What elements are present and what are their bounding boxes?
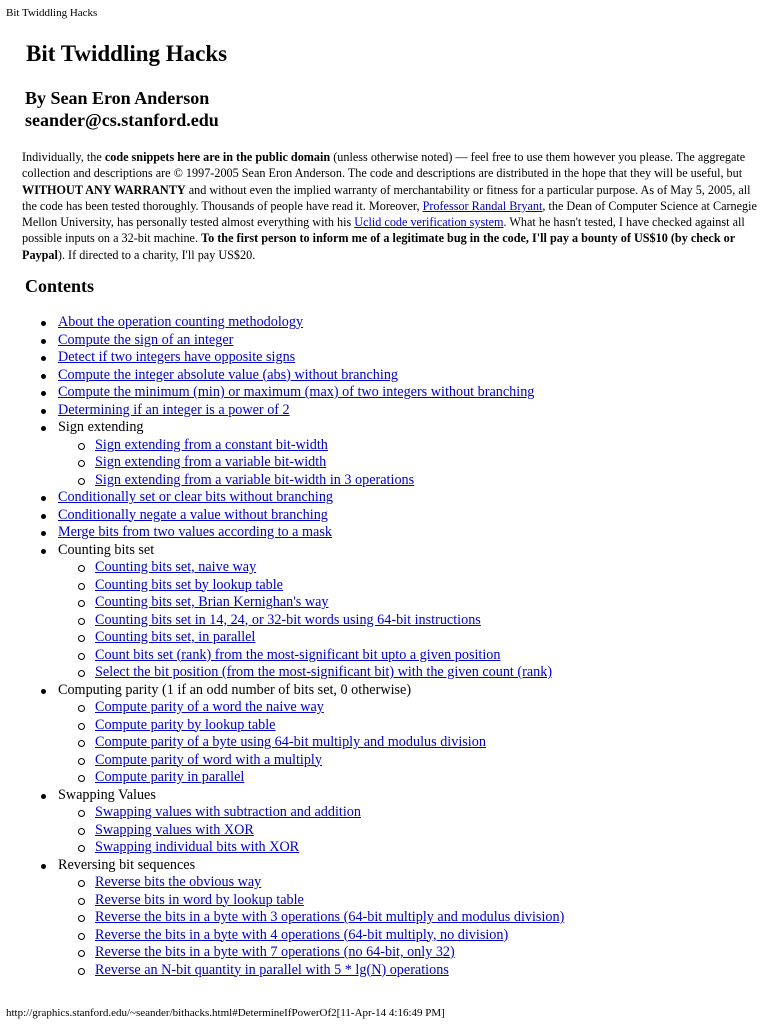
toc-item bbox=[0, 384, 768, 402]
toc-subitem bbox=[0, 472, 768, 490]
intro-text: . What he hasn't tested, I have checked against all possible inputs on a 32-bit machine. bbox=[22, 215, 745, 246]
toc-item bbox=[0, 314, 768, 332]
toc-link[interactable]: Count bits set (rank) from the most-significant bit upto a given position bbox=[95, 646, 501, 663]
toc-link[interactable]: Reverse bits in word by lookup table bbox=[95, 891, 304, 908]
toc-link[interactable]: Swapping values with subtraction and addition bbox=[95, 804, 361, 820]
toc-link[interactable]: Counting bits set in 14, 24, or 32-bit words using 64-bit instructions bbox=[95, 611, 481, 628]
toc-link[interactable]: Reverse the bits in a byte with 7 operations (no 64-bit, only 32) bbox=[95, 944, 455, 960]
toc-link[interactable]: Compute the minimum (min) or maximum (max) of two integers without branching bbox=[58, 384, 535, 400]
toc-subitem bbox=[0, 699, 768, 717]
toc-link[interactable]: Counting bits set, naive way bbox=[95, 559, 257, 575]
toc-link[interactable]: Reverse the bits in a byte with 4 operations (64-bit multiply, no division) bbox=[95, 926, 509, 943]
toc-item bbox=[0, 682, 768, 700]
toc-item bbox=[0, 332, 768, 350]
toc-subitem bbox=[0, 437, 768, 455]
toc-link[interactable]: Conditionally set or clear bits without branching bbox=[58, 489, 334, 505]
toc-section-label: Swapping Values bbox=[58, 786, 156, 803]
toc-subitem bbox=[0, 874, 768, 892]
toc-link[interactable]: Merge bits from two values according to a mask bbox=[58, 524, 332, 540]
toc-subitem bbox=[0, 717, 768, 735]
toc-link[interactable]: Detect if two integers have opposite signs bbox=[58, 349, 296, 365]
toc-item bbox=[0, 542, 768, 560]
toc-item bbox=[0, 524, 768, 542]
print-footer-url: http://graphics.stanford.edu/~seander/bithacks.html#DetermineIfPowerOf2[11-Apr-14 4:16:49 PM] bbox=[6, 1007, 445, 1019]
toc-subitem bbox=[0, 962, 768, 980]
toc-link[interactable]: Compute the integer absolute value (abs) without branching bbox=[58, 366, 399, 383]
toc-item bbox=[0, 419, 768, 437]
toc-subitem bbox=[0, 454, 768, 472]
toc-link[interactable]: Swapping individual bits with XOR bbox=[95, 839, 300, 855]
toc-subitem bbox=[0, 752, 768, 770]
toc-item bbox=[0, 857, 768, 875]
toc-link[interactable]: Conditionally negate a value without branching bbox=[58, 506, 328, 523]
toc-section-label: Counting bits set bbox=[58, 541, 155, 558]
intro-bold-warranty: WITHOUT ANY WARRANTY bbox=[22, 182, 186, 197]
toc-subitem bbox=[0, 769, 768, 787]
toc-subitem bbox=[0, 647, 768, 665]
toc-subitem bbox=[0, 822, 768, 840]
toc-link[interactable]: Sign extending from a constant bit-width bbox=[95, 436, 328, 453]
toc-link[interactable]: Determining if an integer is a power of 2 bbox=[58, 401, 290, 418]
intro-text: , the Dean of Computer Science at Carnegie Mellon University, has personally tested almost everything with his bbox=[22, 198, 757, 230]
byline bbox=[25, 87, 219, 131]
intro-bold-public-domain: code snippets here are in the public domain bbox=[104, 150, 331, 164]
toc-subitem bbox=[0, 892, 768, 910]
toc-link[interactable]: Compute parity by lookup table bbox=[95, 716, 276, 733]
toc-link[interactable]: Counting bits set by lookup table bbox=[95, 576, 283, 593]
toc-section-label: Sign extending bbox=[58, 419, 144, 435]
intro-text: Individually, the bbox=[22, 150, 105, 164]
page-title: Bit Twiddling Hacks bbox=[26, 41, 228, 66]
toc-item bbox=[0, 489, 768, 507]
author-email: seander@cs.stanford.edu bbox=[25, 110, 219, 130]
toc-link[interactable]: Counting bits set, in parallel bbox=[95, 629, 256, 645]
table-of-contents bbox=[0, 314, 768, 979]
print-header: Bit Twiddling Hacks bbox=[6, 7, 98, 19]
toc-link[interactable]: Reverse an N-bit quantity in parallel with 5 * lg(N) operations bbox=[95, 961, 449, 978]
intro-text: ). If directed to a charity, I'll pay US$20. bbox=[57, 247, 256, 262]
toc-subitem bbox=[0, 664, 768, 682]
toc-link[interactable]: Swapping values with XOR bbox=[95, 821, 254, 838]
toc-link[interactable]: Compute parity of a byte using 64-bit multiply and modulus division bbox=[95, 734, 486, 750]
toc-link[interactable]: Sign extending from a variable bit-width bbox=[95, 454, 327, 470]
toc-link[interactable]: Sign extending from a variable bit-width in 3 operations bbox=[95, 471, 415, 488]
toc-subitem bbox=[0, 559, 768, 577]
intro-bold-bounty: To the first person to inform me of a legitimate bug in the code, I'll pay a bounty of US$10 (by check or Paypal bbox=[22, 231, 735, 262]
toc-section-label: Reversing bit sequences bbox=[58, 856, 196, 873]
intro-text: (unless otherwise noted) — feel free to use them however you please. The aggregate collection and descriptions are © 1997-2005 Sean Eron Anderson. The code and descriptions are distributed in the hope that they will be useful, but bbox=[22, 150, 746, 181]
toc-item bbox=[0, 349, 768, 367]
toc-subitem bbox=[0, 734, 768, 752]
toc-link[interactable]: Select the bit position (from the most-significant bit) with the given count (rank) bbox=[95, 664, 553, 680]
toc-link[interactable]: Counting bits set, Brian Kernighan's way bbox=[95, 594, 329, 610]
toc-subitem bbox=[0, 839, 768, 857]
toc-subitem bbox=[0, 594, 768, 612]
toc-subitem bbox=[0, 577, 768, 595]
intro-paragraph bbox=[19, 149, 762, 263]
toc-link[interactable]: Compute parity in parallel bbox=[95, 769, 245, 785]
toc-link[interactable]: Reverse the bits in a byte with 3 operations (64-bit multiply and modulus division) bbox=[95, 909, 565, 925]
toc-link[interactable]: Compute parity of word with a multiply bbox=[95, 751, 322, 768]
contents-heading: Contents bbox=[25, 276, 95, 296]
toc-link[interactable]: About the operation counting methodology bbox=[58, 314, 304, 330]
toc-item bbox=[0, 402, 768, 420]
toc-item bbox=[0, 507, 768, 525]
toc-list bbox=[0, 314, 768, 979]
toc-item bbox=[0, 787, 768, 805]
toc-subitem bbox=[0, 629, 768, 647]
toc-subitem bbox=[0, 612, 768, 630]
toc-subitem bbox=[0, 804, 768, 822]
toc-item bbox=[0, 367, 768, 385]
toc-subitem bbox=[0, 927, 768, 945]
toc-link[interactable]: Reverse bits the obvious way bbox=[95, 874, 262, 890]
intro-text: and without even the implied warranty of merchantability or fitness for a particular purpose. As of May 5, 2005, all the code has been tested thoroughly. Thousands of people have read it. Moreover, bbox=[22, 182, 751, 213]
author-name: By Sean Eron Anderson bbox=[25, 88, 210, 108]
toc-section-label: Computing parity (1 if an odd number of bits set, 0 otherwise) bbox=[58, 681, 412, 698]
toc-link[interactable]: Compute parity of a word the naive way bbox=[95, 699, 324, 715]
toc-subitem bbox=[0, 944, 768, 962]
toc-link[interactable]: Compute the sign of an integer bbox=[58, 331, 234, 348]
link-uclid[interactable]: Uclid code verification system bbox=[354, 215, 504, 230]
toc-subitem bbox=[0, 909, 768, 927]
link-randal-bryant[interactable]: Professor Randal Bryant bbox=[422, 198, 543, 213]
